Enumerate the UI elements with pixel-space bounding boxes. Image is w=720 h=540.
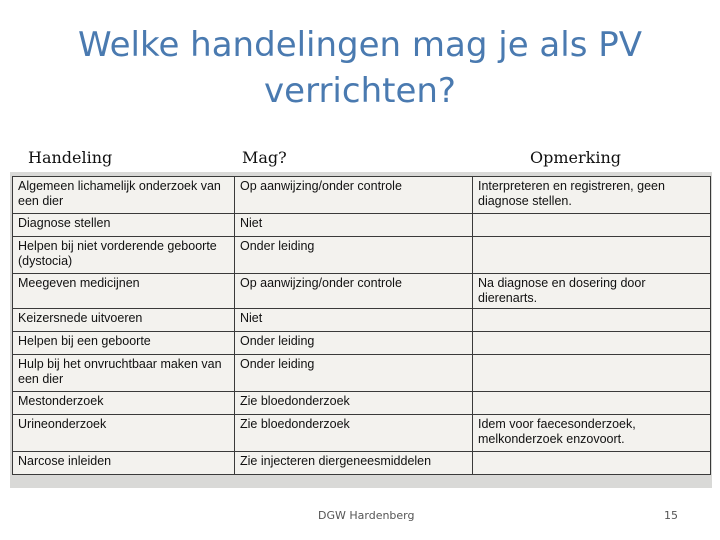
cell-mag: Onder leiding bbox=[235, 237, 473, 274]
page-number: 15 bbox=[664, 509, 678, 522]
cell-handeling: Meegeven medicijnen bbox=[13, 274, 235, 309]
cell-mag: Op aanwijzing/onder controle bbox=[235, 177, 473, 214]
cell-mag: Op aanwijzing/onder controle bbox=[235, 274, 473, 309]
table-row bbox=[13, 274, 711, 309]
table-row bbox=[13, 415, 711, 452]
cell-handeling: Mestonderzoek bbox=[13, 392, 235, 415]
cell-opmerking bbox=[473, 214, 711, 237]
cell-opmerking bbox=[473, 332, 711, 355]
cell-opmerking: Na diagnose en dosering door dierenarts. bbox=[473, 274, 711, 309]
cell-mag: Onder leiding bbox=[235, 355, 473, 392]
cell-mag: Zie injecteren diergeneesmiddelen bbox=[235, 452, 473, 475]
column-header-mag: Mag? bbox=[242, 148, 287, 167]
table-row bbox=[13, 452, 711, 475]
table-row bbox=[13, 392, 711, 415]
column-header-opmerking: Opmerking bbox=[530, 148, 622, 167]
cell-mag: Niet bbox=[235, 214, 473, 237]
cell-mag: Niet bbox=[235, 309, 473, 332]
column-header-handeling: Handeling bbox=[28, 148, 113, 167]
cell-handeling: Narcose inleiden bbox=[13, 452, 235, 475]
cell-handeling: Hulp bij het onvruchtbaar maken van een dier bbox=[13, 355, 235, 392]
cell-handeling: Diagnose stellen bbox=[13, 214, 235, 237]
cell-opmerking bbox=[473, 452, 711, 475]
cell-mag: Zie bloedonderzoek bbox=[235, 415, 473, 452]
table-row bbox=[13, 237, 711, 274]
table-row bbox=[13, 177, 711, 214]
cell-handeling: Helpen bij een geboorte bbox=[13, 332, 235, 355]
table-row bbox=[13, 332, 711, 355]
cell-handeling: Keizersnede uitvoeren bbox=[13, 309, 235, 332]
cell-mag: Onder leiding bbox=[235, 332, 473, 355]
cell-opmerking: Idem voor faecesonderzoek, melkonderzoek enzovoort. bbox=[473, 415, 711, 452]
actions-table bbox=[12, 176, 711, 475]
table-row bbox=[13, 214, 711, 237]
cell-opmerking bbox=[473, 355, 711, 392]
cell-handeling: Urineonderzoek bbox=[13, 415, 235, 452]
cell-opmerking: Interpreteren en registreren, geen diagnose stellen. bbox=[473, 177, 711, 214]
cell-opmerking bbox=[473, 309, 711, 332]
cell-handeling: Algemeen lichamelijk onderzoek van een dier bbox=[13, 177, 235, 214]
slide-title: Welke handelingen mag je als PV verrichten? bbox=[77, 25, 642, 111]
cell-mag: Zie bloedonderzoek bbox=[235, 392, 473, 415]
footer-text: DGW Hardenberg bbox=[318, 509, 415, 522]
cell-opmerking bbox=[473, 392, 711, 415]
cell-opmerking bbox=[473, 237, 711, 274]
cell-handeling: Helpen bij niet vorderende geboorte (dystocia) bbox=[13, 237, 235, 274]
table-row bbox=[13, 355, 711, 392]
table-row bbox=[13, 309, 711, 332]
